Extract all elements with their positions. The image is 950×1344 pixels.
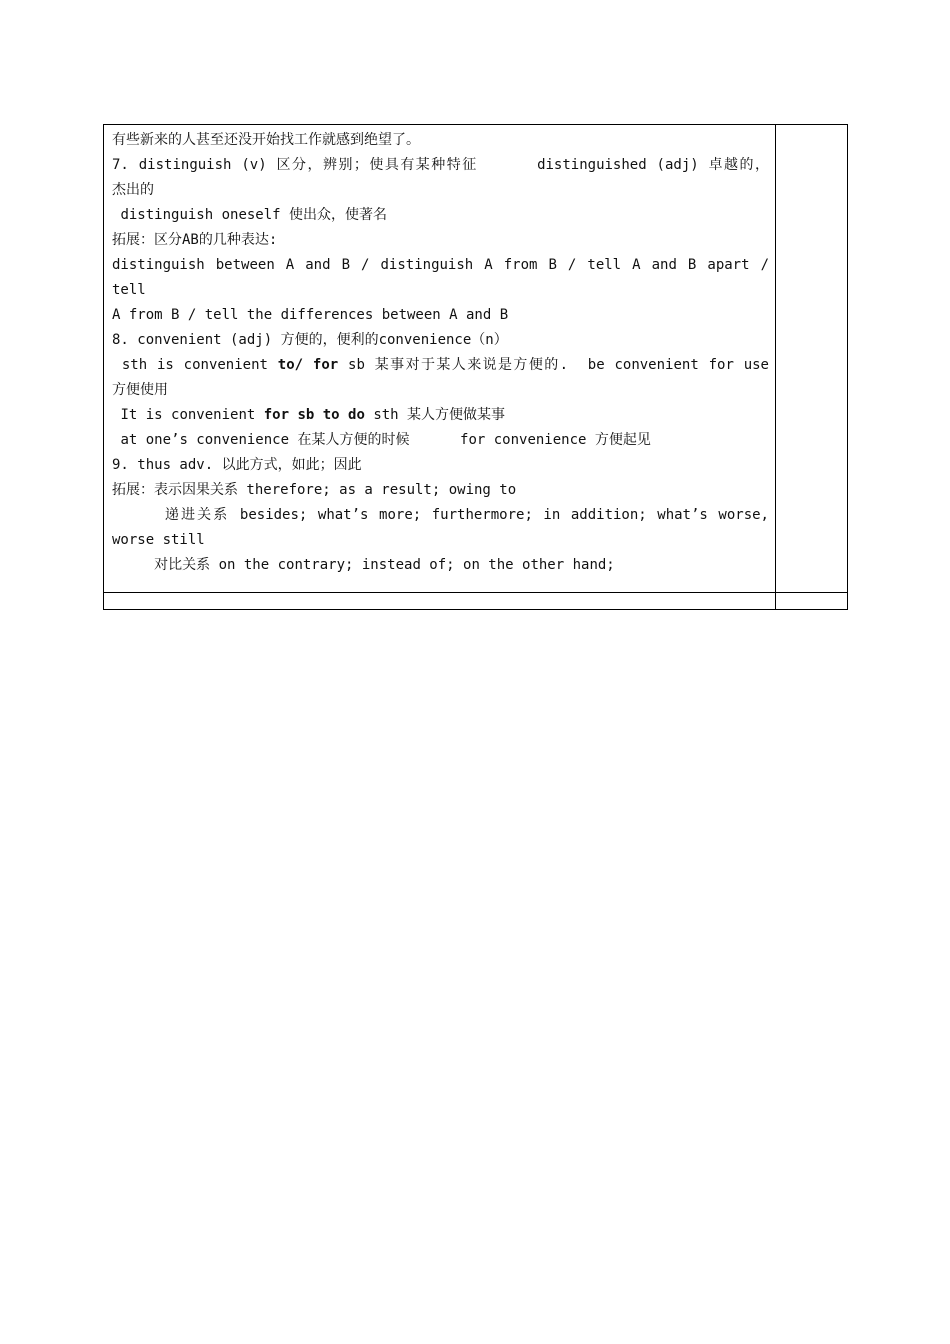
notes-table	[103, 124, 848, 610]
text-line	[112, 353, 769, 378]
text-segment: sth 某人方便做某事	[364, 407, 506, 423]
extension-title: 拓展：区分AB的几种表达:	[112, 232, 278, 248]
content-row	[104, 125, 848, 593]
text-line: distinguish oneself 使出众，使著名	[112, 207, 388, 223]
text-segment: It is convenient	[112, 407, 264, 423]
notes-cell	[104, 125, 776, 593]
empty-cell	[104, 593, 776, 610]
text-line: distinguish between A and B / distinguish A from B / tell A and B apart / tell	[112, 257, 778, 298]
text-line: 有些新来的人甚至还没开始找工作就感到绝望了。	[112, 132, 420, 148]
side-cell	[776, 125, 848, 593]
item-8-heading: 8. convenient (adj) 方便的，便利的convenience（n）	[112, 332, 508, 348]
text-line	[112, 403, 769, 428]
text-line: A from B / tell the differences between A and B	[112, 307, 509, 323]
text-segment: sth is convenient	[112, 357, 278, 373]
text-line: 杰出的	[112, 182, 154, 198]
text-line: 递进关系 besides; what’s more; furthermore; in addition; what’s worse,	[112, 507, 769, 523]
text-line: worse still	[112, 532, 205, 548]
item-9-heading: 9. thus adv. 以此方式，如此；因此	[112, 457, 362, 473]
text-segment: sb 某事对于某人来说是方便的. be convenient for use	[338, 357, 769, 373]
empty-row	[104, 593, 848, 610]
empty-side-cell	[776, 593, 848, 610]
text-line: 对比关系 on the contrary; instead of; on the other hand;	[112, 557, 615, 573]
item-7-heading: 7. distinguish (v) 区分，辨别；使具有某种特征 distinguished (adj) 卓越的，	[112, 157, 769, 173]
extension-title: 拓展：表示因果关系 therefore; as a result; owing to	[112, 482, 517, 498]
text-line: at one’s convenience 在某人方便的时候 for convenience 方便起见	[112, 432, 651, 448]
bold-phrase: for sb to do	[263, 407, 365, 423]
notes-content	[104, 125, 778, 592]
bold-phrase: to/ for	[277, 357, 339, 373]
text-line: 方便使用	[112, 382, 168, 398]
